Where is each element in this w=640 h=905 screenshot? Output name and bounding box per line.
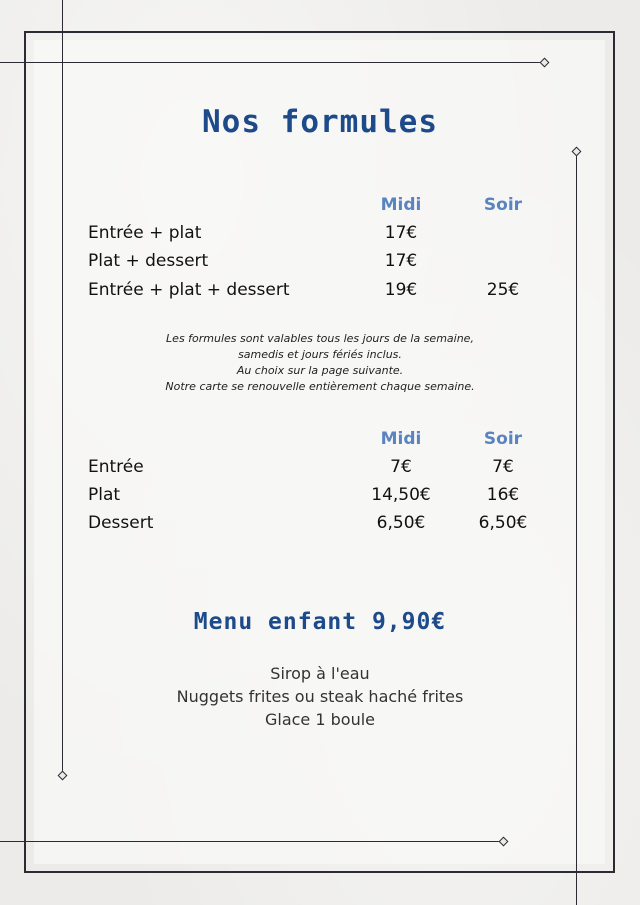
carte-row-midi: 6,50€ bbox=[376, 513, 426, 533]
menu-enfant-title: Menu enfant 9,90€ bbox=[193, 609, 447, 635]
note-line: Au choix sur la page suivante. bbox=[236, 364, 404, 377]
carte-col-soir: Soir bbox=[483, 429, 523, 449]
formule-row-label: Entrée + plat bbox=[88, 223, 202, 243]
note-line: Notre carte se renouvelle entièrement chaque semaine. bbox=[165, 380, 475, 393]
menu-enfant-items bbox=[0, 662, 640, 731]
bottom-rule bbox=[0, 841, 504, 842]
formules-notes bbox=[0, 331, 640, 395]
outer-frame bbox=[24, 31, 615, 873]
right-rule bbox=[576, 151, 577, 905]
formule-row-midi: 17€ bbox=[384, 251, 418, 271]
formule-row-label: Entrée + plat + dessert bbox=[88, 280, 290, 300]
formule-row-midi: 17€ bbox=[384, 223, 418, 243]
top-rule bbox=[0, 62, 545, 63]
formules-title: Nos formules bbox=[202, 104, 438, 140]
carte-row-midi: 7€ bbox=[390, 457, 412, 477]
note-line: samedis et jours fériés inclus. bbox=[238, 348, 402, 361]
formules-col-soir: Soir bbox=[483, 195, 523, 215]
formules-col-midi: Midi bbox=[380, 195, 422, 215]
carte-row-midi: 14,50€ bbox=[371, 485, 431, 505]
carte-row-soir: 7€ bbox=[492, 457, 514, 477]
formule-row-label: Plat + dessert bbox=[88, 251, 209, 271]
carte-row-soir: 16€ bbox=[486, 485, 520, 505]
menu-enfant-item: Sirop à l'eau bbox=[270, 664, 370, 683]
menu-enfant-item: Nuggets frites ou steak haché frites bbox=[176, 687, 464, 706]
carte-row-soir: 6,50€ bbox=[478, 513, 528, 533]
note-line: Les formules sont valables tous les jours de la semaine, bbox=[166, 332, 474, 345]
menu-enfant-item: Glace 1 boule bbox=[264, 710, 375, 729]
carte-row-label: Entrée bbox=[88, 457, 144, 477]
formule-row-midi: 19€ bbox=[384, 280, 418, 300]
formule-row-soir: 25€ bbox=[486, 280, 520, 300]
carte-col-midi: Midi bbox=[380, 429, 422, 449]
carte-row-label: Plat bbox=[88, 485, 121, 505]
carte-row-label: Dessert bbox=[88, 513, 154, 533]
